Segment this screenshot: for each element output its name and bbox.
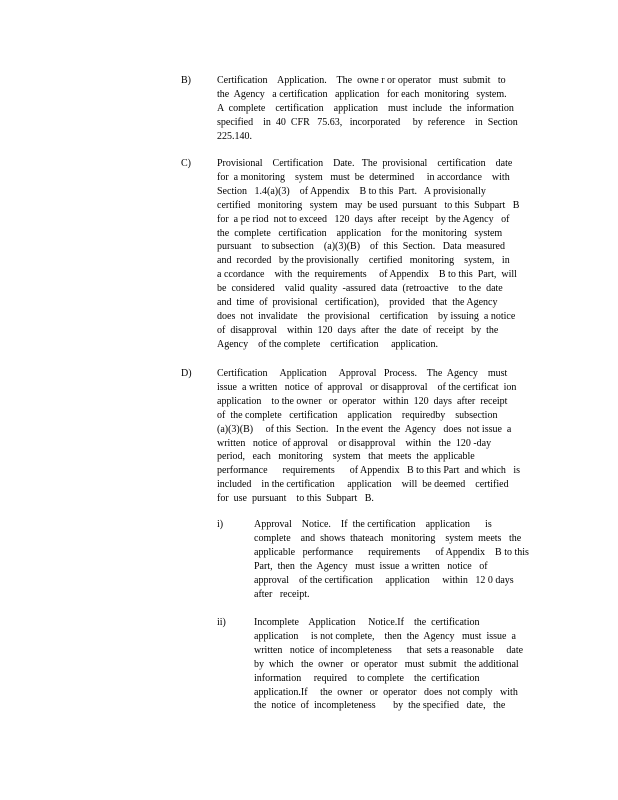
text-line: Part, then the Agency must issue a written notice of [254, 560, 488, 572]
text-line: the notice of incompleteness by the specified date, the [254, 700, 506, 712]
text-line: Certification Application. The owne r or operator must submit to [217, 75, 506, 86]
section-marker: i) [217, 519, 224, 530]
section-text [254, 518, 529, 601]
text-line: certified monitoring system may be used pursuant to this Subpart B [217, 199, 520, 211]
text-line: by which the owner or operator must submit the additional [254, 658, 519, 670]
text-line: and time of provisional certification), provided that the Agency [217, 297, 498, 309]
text-line: Provisional Certification Date. The provisional certification date [217, 158, 513, 169]
text-line: approval of the certification application within 12 0 days [254, 574, 514, 586]
text-line: does not invalidate the provisional certification by issuing a notice [217, 310, 516, 322]
text-line: the Agency a certification application for each monitoring system. [217, 88, 507, 100]
text-line: applicable performance requirements of Appendix B to this [254, 546, 529, 558]
text-line: specified in 40 CFR 75.63, incorporated by reference in Section [217, 116, 518, 128]
text-line: Certification Application Approval Process. The Agency must [217, 368, 508, 379]
text-line: be considered valid quality -assured data (retroactive to the date [217, 283, 503, 295]
section-marker: C) [181, 158, 191, 169]
section-marker: D) [181, 368, 192, 379]
text-line: a ccordance with the requirements of Appendix B to this Part, will [217, 269, 517, 281]
text-line: (a)(3)(B) of this Section. In the event the Agency does not issue a [217, 423, 512, 435]
text-line: written notice of incompleteness that sets a reasonable date [254, 644, 524, 656]
text-line: application to the owner or operator within 120 days after receipt [217, 395, 508, 407]
text-line: written notice of approval or disapproval within the 120 -day [217, 437, 492, 449]
text-line: included in the certification application will be deemed certified [217, 479, 509, 491]
text-line: issue a written notice of approval or disapproval of the certificat ion [217, 381, 517, 393]
text-line: of the complete certification application requiredby subsection [217, 409, 498, 421]
section-text [254, 616, 523, 713]
text-line: Incomplete Application Notice.If the certification [254, 617, 480, 628]
text-line: performance requirements of Appendix B to this Part and which is [217, 465, 520, 477]
text-line: for a monitoring system must be determined in accordance with [217, 171, 510, 183]
section-marker: B) [181, 75, 191, 86]
text-line: Agency of the complete certification application. [217, 338, 439, 350]
text-line: application is not complete, then the Agency must issue a [254, 630, 516, 642]
section-text [217, 74, 518, 144]
text-line: the complete certification application for the monitoring system [217, 227, 503, 239]
text-line: for use pursuant to this Subpart B. [217, 493, 374, 505]
section-text [217, 367, 520, 506]
text-line: complete and shows thateach monitoring system meets the [254, 532, 522, 544]
text-line: information required to complete the certification [254, 672, 480, 684]
text-line: for a pe riod not to exceed 120 days after receipt by the Agency of [217, 213, 510, 225]
text-line: of disapproval within 120 days after the date of receipt by the [217, 324, 499, 336]
section-marker: ii) [217, 617, 226, 628]
text-line: after receipt. [254, 588, 310, 600]
text-line: Approval Notice. If the certification application is [254, 519, 492, 530]
text-line: A complete certification application must include the information [217, 102, 514, 114]
text-line: period, each monitoring system that meets the applicable [217, 451, 475, 463]
text-line: application.If the owner or operator does not comply with [254, 686, 518, 698]
text-line: Section 1.4(a)(3) of Appendix B to this Part. A provisionally [217, 185, 486, 197]
text-line: and recorded by the provisionally certified monitoring system, in [217, 255, 510, 267]
section-text [217, 157, 519, 352]
text-line: pursuant to subsection (a)(3)(B) of this Section. Data measured [217, 241, 505, 253]
text-line: 225.140. [217, 130, 252, 142]
